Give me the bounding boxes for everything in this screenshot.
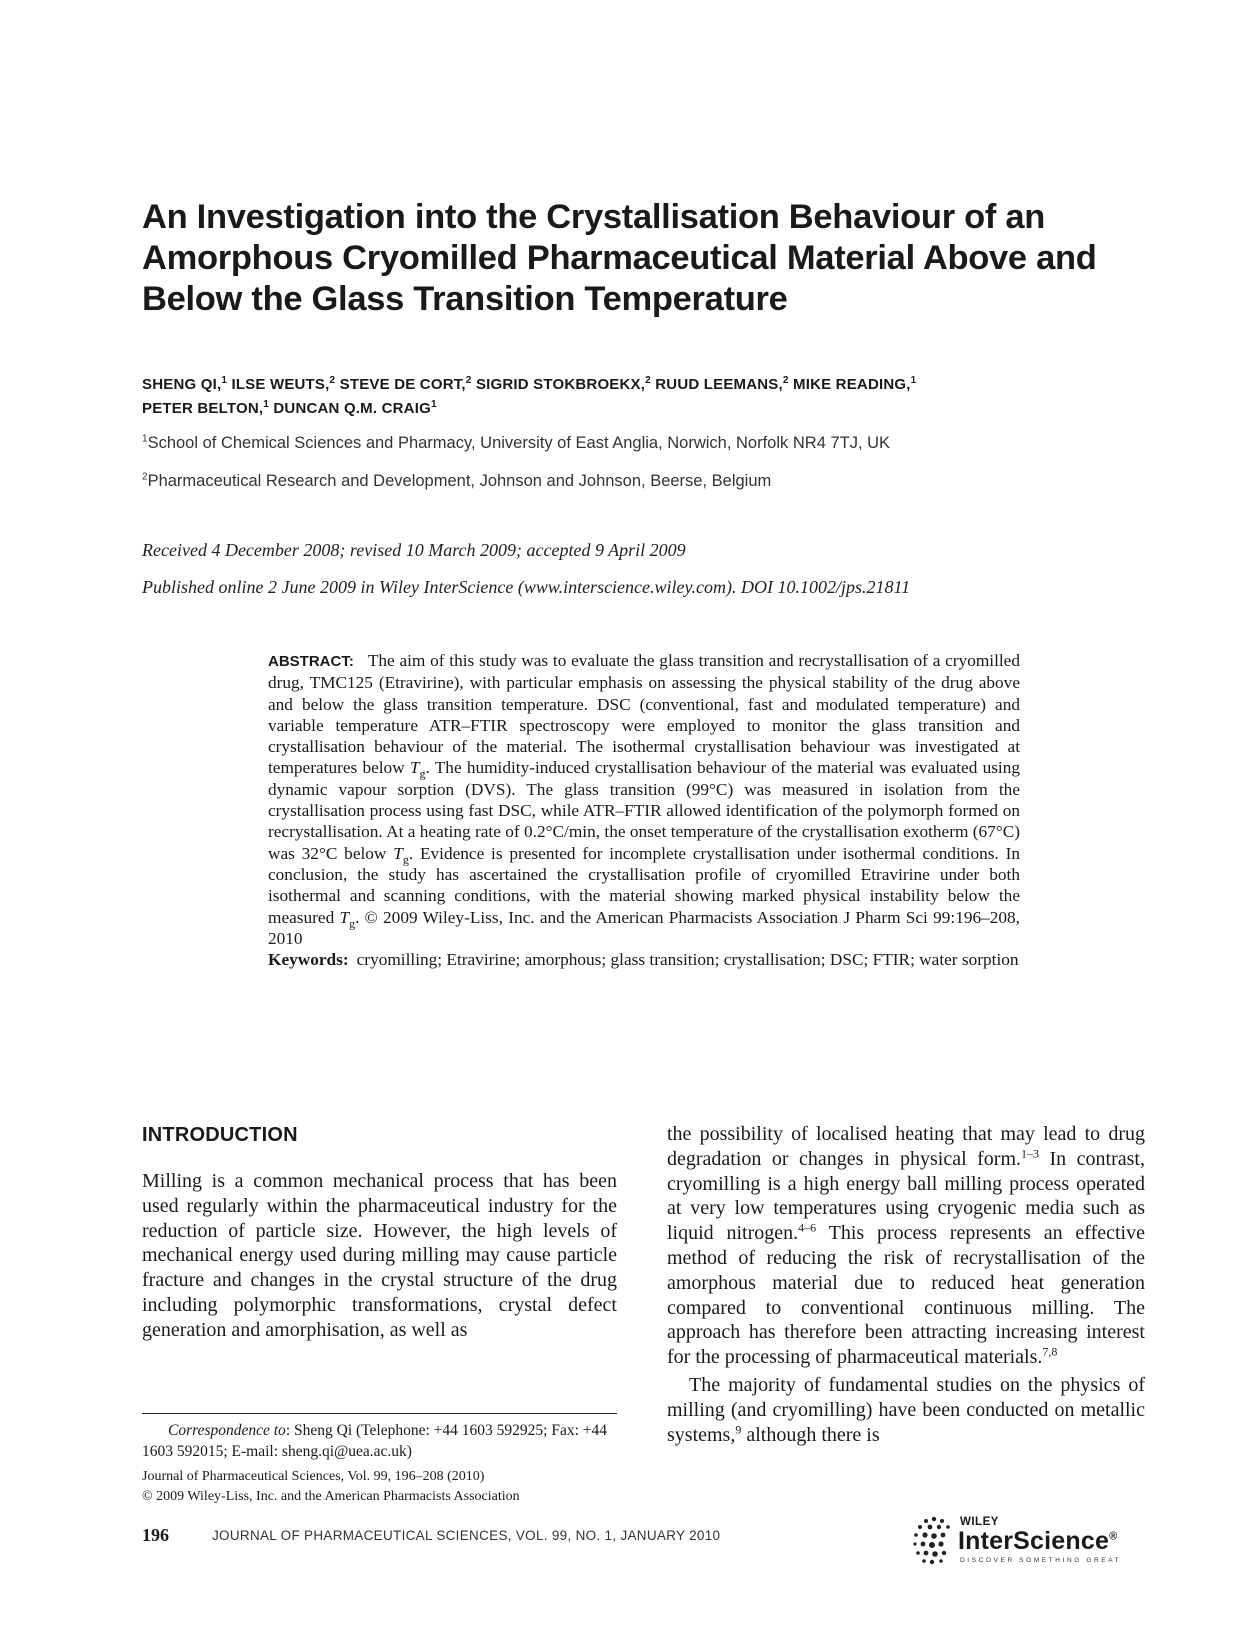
intro-paragraph-2: the possibility of localised heating that may lead to drug degradation or changes in physical form.$^{1-3}$ In contrast, cryomilling is a high energy ball milling process operated at very low temperatures using cryogenic media such as liquid nitrogen.$^{4-6}$ This process represents an effective method of reducing the risk of recrystallisation of the amorphous material due to reduced heat generation compared to conventional continuous milling. The approach has therefore been attracting increasing interest for the processing of pharmaceutical materials.$^{7,8}$	[667, 1123, 1145, 1369]
intro-paragraph-3: The majority of fundamental studies on the physics of milling (and cryomilling) have been conducted on metallic systems,$^9$ although there is	[667, 1373, 1145, 1446]
page-number: 196	[142, 1525, 169, 1545]
abstract-label: ABSTRACT:	[268, 653, 354, 670]
affiliation-2: $^2$Pharmaceutical Research and Development, Johnson and Johnson, Beerse, Belgium	[142, 471, 772, 490]
author: ILSE WEUTS,$^2$	[231, 375, 336, 393]
running-footer: JOURNAL OF PHARMACEUTICAL SCIENCES, VOL. 99, NO. 1, JANUARY 2010	[212, 1528, 721, 1543]
keywords: Keywords: cryomilling; Etravirine; amorphous; glass transition; crystallisation; DSC; FTIR; water sorption	[268, 950, 1019, 970]
author: STEVE DE CORT,$^2$	[339, 375, 472, 393]
section-heading-introduction: INTRODUCTION	[142, 1124, 298, 1146]
logo-wiley-text: WILEY	[960, 1516, 999, 1528]
logo-tagline: DISCOVER SOMETHING GREAT	[960, 1557, 1122, 1564]
author: MIKE READING,$^1$	[793, 375, 917, 393]
left-column	[142, 1124, 617, 1343]
received-dates: Received 4 December 2008; revised 10 March 2009; accepted 9 April 2009	[142, 540, 686, 560]
logo-brand-text: InterScience®	[958, 1527, 1118, 1555]
author: DUNCAN Q.M. CRAIG$^1$	[273, 399, 437, 417]
correspondence-note: Correspondence to: Sheng Qi (Telephone: +44 1603 592925; Fax: +44 1603 592015; E-mail: sheng.qi@uea.ac.uk)	[142, 1422, 608, 1460]
author: SIGRID STOKBROEKX,$^2$	[475, 375, 651, 393]
article-title: An Investigation into the Crystallisation Behaviour of an Amorphous Cryomilled Pharmaceutical Material Above and Below the Glass Transition Temperature	[142, 198, 1097, 318]
wiley-dots-logo-icon	[912, 1515, 956, 1567]
abstract	[268, 650, 1020, 970]
author-list	[142, 373, 1132, 421]
author: SHENG QI,$^1$	[142, 375, 228, 393]
abstract-text: ABSTRACT: The aim of this study was to evaluate the glass transition and recrystallisation of a cryomilled drug, TMC125 (Etravirine), with particular emphasis on assessing the physical stability of the drug above and below the glass transition temperature. DSC (conventional, fast and modulated temperature) and variable temperature ATR–FTIR spectroscopy were employed to monitor the glass transition and crystallisation behaviour of the material. The isothermal crystallisation behaviour was investigated at temperatures below $T_g$. The humidity-induced crystallisation behaviour of the material was evaluated using dynamic vapour sorption (DVS). The glass transition (99°C) was measured in isolation from the crystallisation process using fast DSC, while ATR–FTIR allowed identification of the polymorph formed on recrystallisation. At a heating rate of 0.2°C/min, the onset temperature of the crystallisation exotherm (67°C) was 32°C below $T_g$. Evidence is presented for incomplete crystallisation under isothermal conditions. In conclusion, the study has ascertained the crystallisation profile of cryomilled Etravirine under both isothermal and scanning conditions, with the material showing marked physical instability below the measured $T_g$. © 2009 Wiley-Liss, Inc. and the American Pharmacists Association J Pharm Sci 99:196–208, 2010	[268, 651, 1021, 948]
journal-citation-note: Journal of Pharmaceutical Sciences, Vol. 99, 196–208 (2010) © 2009 Wiley-Liss, Inc. and the American Pharmacists Association	[142, 1469, 520, 1504]
keywords-label: Keywords:	[268, 950, 349, 970]
footnote-divider	[142, 1413, 617, 1414]
intro-paragraph-1: Milling is a common mechanical process that has been used regularly within the pharmaceutical industry for the reduction of particle size. However, the high levels of mechanical energy used during milling may cause particle fracture and changes in the crystal structure of the drug including polymorphic transformations, crystal defect generation and amorphisation, as well as	[142, 1170, 617, 1341]
author: RUUD LEEMANS,$^2$	[655, 375, 789, 393]
author: PETER BELTON,$^1$	[142, 399, 269, 417]
wiley-interscience-logo	[912, 1515, 1137, 1575]
right-column	[667, 1122, 1145, 1447]
publication-info: Published online 2 June 2009 in Wiley InterScience (www.interscience.wiley.com). DOI 10.1002/jps.21811	[142, 577, 911, 597]
affiliation-1: $^1$School of Chemical Sciences and Pharmacy, University of East Anglia, Norwich, Norfolk NR4 7TJ, UK	[142, 433, 891, 452]
